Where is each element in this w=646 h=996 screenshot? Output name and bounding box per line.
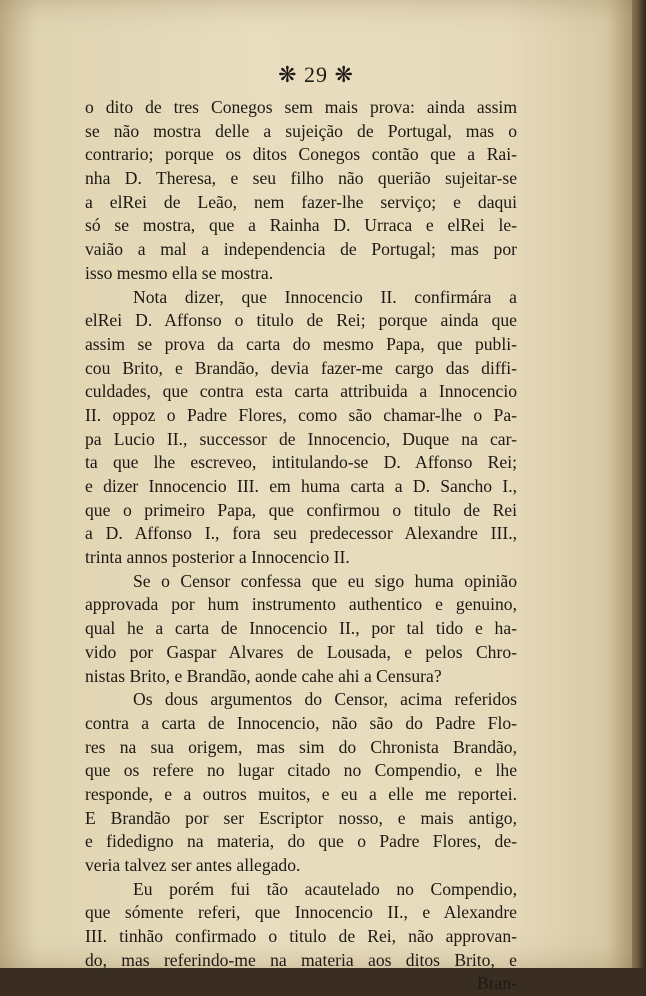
text-line: que sómente referi, que Innocencio II., e Alexandre	[85, 902, 517, 923]
text-line: ta que lhe escreveo, intitulando-se D. Affonso Rei;	[85, 452, 517, 473]
text-line: isso mesmo ella se mostra.	[85, 262, 274, 283]
text-line: nha D. Theresa, e seu filho não querião sujeitar-se	[85, 168, 517, 189]
text-line: contrario; porque os ditos Conegos contão que a Rai-	[85, 144, 517, 165]
text-line: que os refere no lugar citado no Compendio, e lhe	[85, 760, 517, 781]
text-line: só se mostra, que a Rainha D. Urraca e elRei le-	[85, 215, 517, 236]
text-line: trinta annos posterior a Innocencio II.	[85, 547, 350, 568]
text-line: veria talvez ser antes allegado.	[85, 855, 301, 875]
text-line: contra a carta de Innocencio, não são do Padre Flo-	[85, 712, 517, 733]
text-line: Os dous argumentos do Censor, acima referidos	[133, 689, 517, 710]
text-line: responde, e a outros muitos, e eu a elle me reportei.	[85, 783, 517, 804]
text-line: do, mas referindo-me na materia aos ditos Brito, e	[85, 949, 517, 970]
text-line: o dito de tres Conegos sem mais prova: ainda assim	[85, 97, 517, 117]
text-line: qual he a carta de Innocencio II., por tal tido e ha-	[85, 618, 517, 639]
text-line: II. oppoz o Padre Flores, como são chamar-lhe o Pa-	[85, 404, 517, 425]
text-line: res na sua origem, mas sim do Chronista Brandão,	[85, 736, 517, 757]
text-line: a D. Affonso I., fora seu predecessor Alexandre III.,	[85, 523, 517, 544]
page-fore-edge	[632, 0, 646, 968]
text-line: assim se prova da carta do mesmo Papa, que publi-	[85, 333, 517, 354]
text-line: se não mostra delle a sujeição de Portugal, mas o	[85, 120, 517, 141]
text-line: pa Lucio II., successor de Innocencio, Duque na car-	[85, 428, 517, 449]
page-number-header: ❋ 29 ❋	[278, 62, 354, 87]
text-line: culdades, que contra esta carta attribuida a Innocencio	[85, 381, 517, 402]
text-line: que o primeiro Papa, que confirmou o titulo de Rei	[85, 499, 517, 520]
text-line: vido por Gaspar Alvares de Lousada, e pelos Chro-	[85, 641, 517, 662]
text-line: nistas Brito, e Brandão, aonde cahe ahi a Censura?	[85, 665, 442, 686]
text-line: e fidedigno na materia, do que o Padre Flores, de-	[85, 831, 517, 852]
text-line: III. tinhão confirmado o titulo de Rei, não approvan-	[85, 926, 517, 947]
text-line: Nota dizer, que Innocencio II. confirmára a	[133, 286, 517, 307]
text-line: a elRei de Leão, nem fazer-lhe serviço; e daqui	[85, 191, 517, 212]
text-line: Se o Censor confessa que eu sigo huma opinião	[133, 570, 517, 591]
text-line: cou Brito, e Brandão, devia fazer-me cargo das diffi-	[85, 357, 517, 378]
text-line: e dizer Innocencio III. em huma carta a D. Sancho I.,	[85, 476, 517, 496]
text-line: Eu porém fui tão acautelado no Compendio,	[133, 878, 517, 899]
text-line: approvada por hum instrumento authentico e genuino,	[85, 594, 517, 615]
body-text	[85, 96, 517, 996]
text-line: elRei D. Affonso o titulo de Rei; porque ainda que	[85, 310, 517, 331]
text-line: E Brandão por ser Escriptor nosso, e mais antigo,	[85, 807, 517, 828]
text-line: vaião a mal a independencia de Portugal; mas por	[85, 239, 517, 260]
catchword: Bran-	[476, 973, 517, 994]
